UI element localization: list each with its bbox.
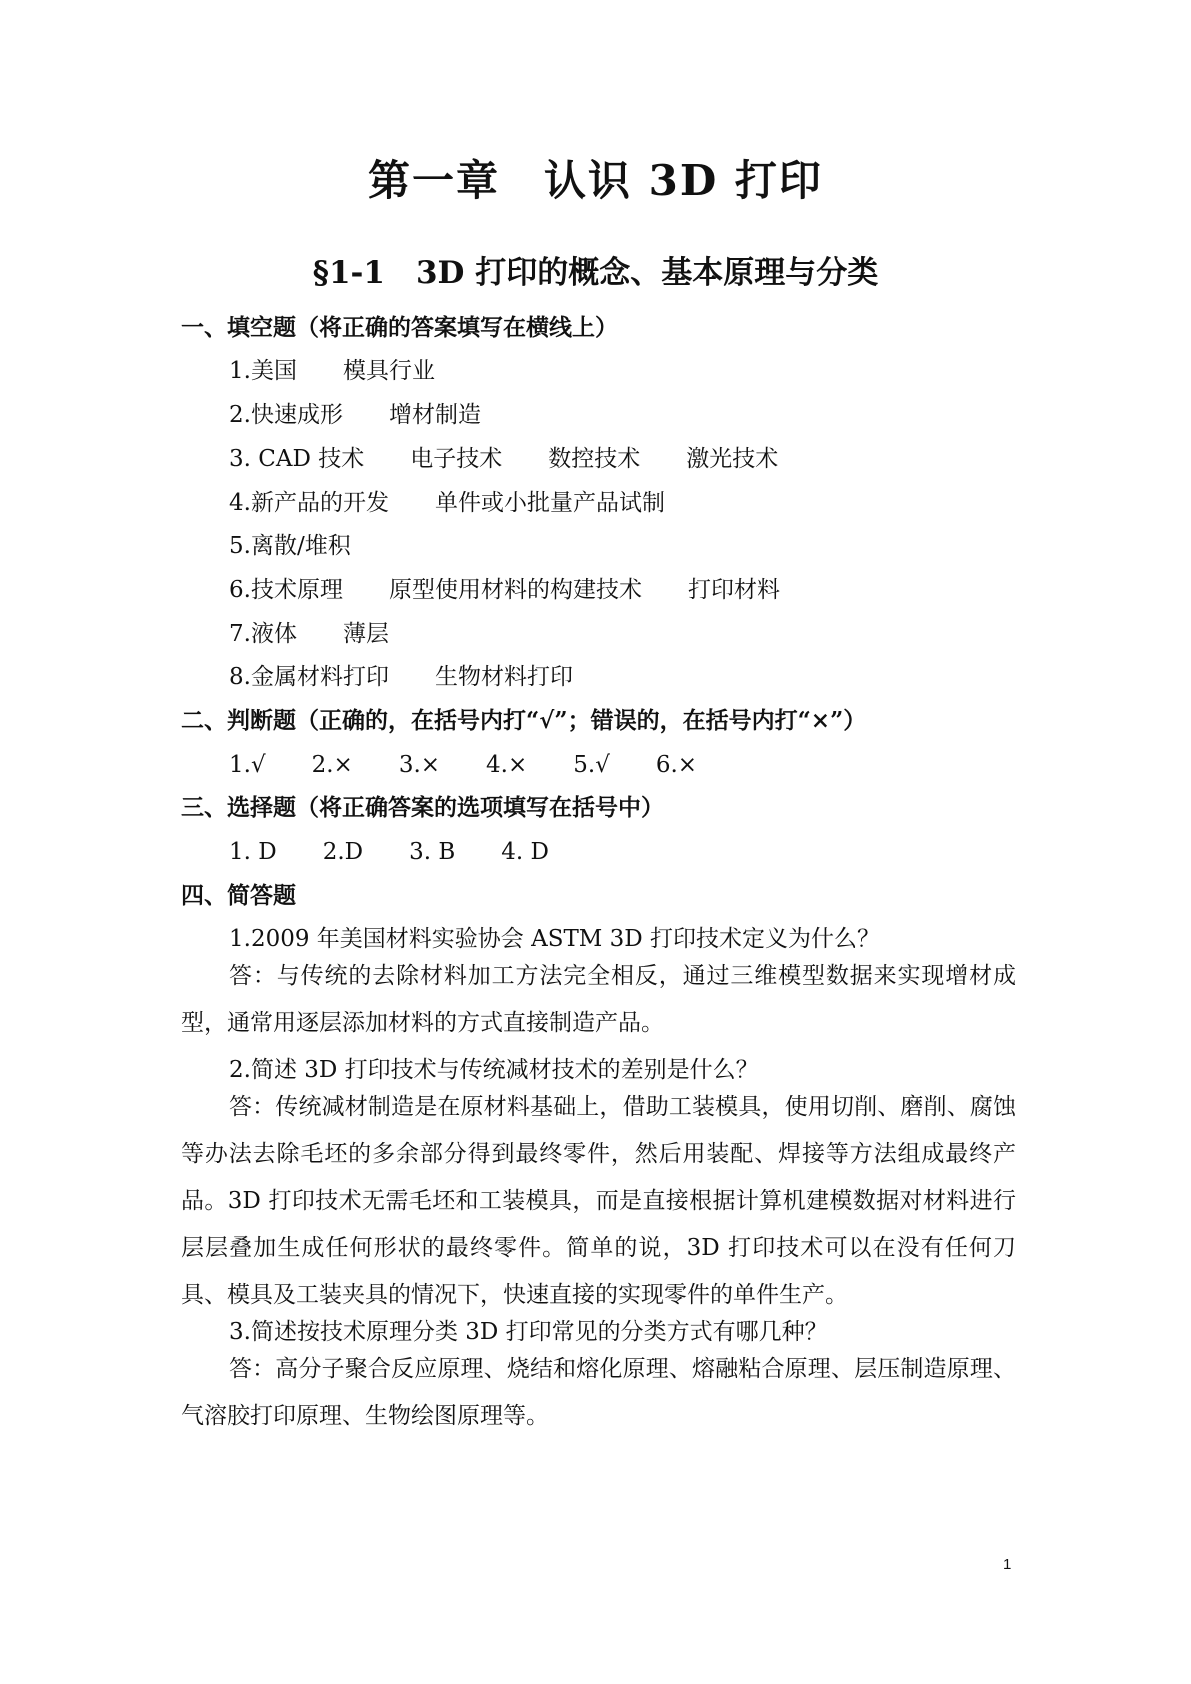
fill-blank-answer-6: 6.技术原理 原型使用材料的构建技术 打印材料 xyxy=(229,577,780,603)
multiple-choice-answers: 1. D 2.D 3. B 4. D xyxy=(229,839,549,865)
fill-blank-answer-1: 1.美国 模具行业 xyxy=(229,358,435,384)
chapter-title: 第一章 认识 3D 打印 xyxy=(368,156,823,205)
page-number: 1 xyxy=(1003,1556,1012,1573)
true-false-heading: 二、判断题（正确的，在括号内打“√”；错误的，在括号内打“×”） xyxy=(181,707,867,734)
question-2: 2.简述 3D 打印技术与传统减材技术的差别是什么？ xyxy=(229,1057,759,1083)
multiple-choice-heading: 三、选择题（将正确答案的选项填写在括号中） xyxy=(181,794,664,821)
answer-3: 答：高分子聚合反应原理、烧结和熔化原理、熔融粘合原理、层压制造原理、气溶胶打印原理、生物绘图原理等。 xyxy=(181,1356,1016,1429)
fill-blank-answer-2: 2.快速成形 增材制造 xyxy=(229,402,481,428)
fill-blank-answer-8: 8.金属材料打印 生物材料打印 xyxy=(229,664,573,690)
answer-2: 答：传统减材制造是在原材料基础上，借助工装模具，使用切削、磨削、腐蚀等办法去除毛坯的多余部分得到最终零件，然后用装配、焊接等方法组成最终产品。3D 打印技术无需毛坯和工装模具，而是直接根据计算机建模数据对材料进行层层叠加生成任何形状的最终零件。简单的说，3D 打印技术可以在没有任何刀具、模具及工装夹具的情况下，快速直接的实现零件的单件生产。 xyxy=(181,1094,1016,1308)
true-false-answers: 1.√ 2.× 3.× 4.× 5.√ 6.× xyxy=(229,752,698,778)
answer-1: 答：与传统的去除材料加工方法完全相反，通过三维模型数据来实现增材成型，通常用逐层添加材料的方式直接制造产品。 xyxy=(181,963,1016,1036)
fill-blank-answer-5: 5.离散/堆积 xyxy=(229,533,351,559)
short-answer-heading: 四、简答题 xyxy=(181,882,296,909)
fill-blank-answer-7: 7.液体 薄层 xyxy=(229,621,389,647)
question-1: 1.2009 年美国材料实验协会 ASTM 3D 打印技术定义为什么？ xyxy=(229,926,881,952)
fill-blank-answer-3: 3. CAD 技术 电子技术 数控技术 激光技术 xyxy=(229,446,779,472)
question-3: 3.简述按技术原理分类 3D 打印常见的分类方式有哪几种？ xyxy=(229,1319,828,1345)
section-title: §1-1 3D 打印的概念、基本原理与分类 xyxy=(312,255,879,291)
fill-blank-answer-4: 4.新产品的开发 单件或小批量产品试制 xyxy=(229,490,665,516)
fill-blank-heading: 一、填空题（将正确的答案填写在横线上） xyxy=(181,314,618,341)
